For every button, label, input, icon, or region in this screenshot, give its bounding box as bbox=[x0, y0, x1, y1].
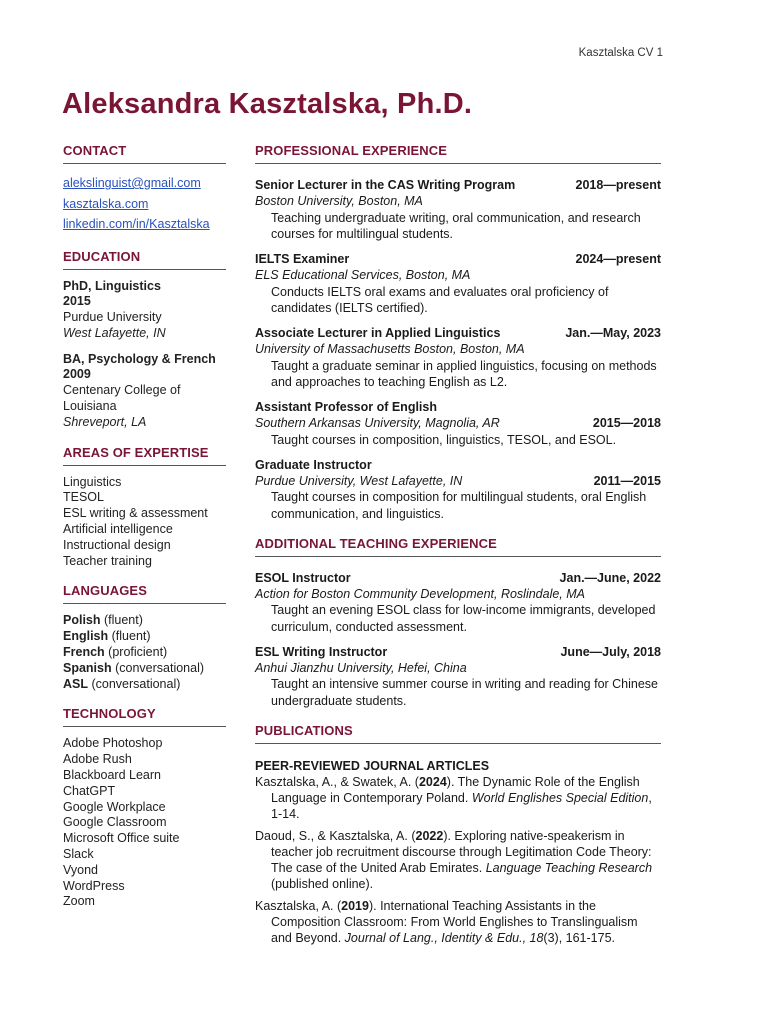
job-desc: Taught courses in composition for multilingual students, oral English communication, and linguistics. bbox=[271, 490, 647, 521]
job-org: Purdue University, West Lafayette, IN bbox=[255, 473, 463, 488]
job-entry bbox=[255, 178, 661, 242]
job-desc: Conducts IELTS oral exams and evaluates oral proficiency of candidates (IELTS certified). bbox=[271, 284, 609, 315]
pub-year: 2019 bbox=[341, 898, 369, 913]
language-item bbox=[63, 661, 226, 677]
job-date: Jan.—May, 2023 bbox=[565, 326, 661, 340]
job-title: Senior Lecturer in the CAS Writing Program bbox=[255, 178, 516, 192]
expertise-item: TESOL bbox=[63, 490, 104, 505]
expertise-heading: AREAS OF EXPERTISE bbox=[63, 445, 226, 466]
website-link[interactable]: kasztalska.com bbox=[63, 196, 149, 211]
publication-item bbox=[255, 774, 661, 822]
degree-year: 2009 bbox=[63, 367, 91, 382]
pub-authors: Kasztalska, A. ( bbox=[255, 898, 342, 913]
language-level: (conversational) bbox=[88, 676, 181, 691]
job-date: 2018—present bbox=[575, 178, 661, 192]
job-org: ELS Educational Services, Boston, MA bbox=[255, 267, 471, 282]
job-desc: Teaching undergraduate writing, oral communication, and research courses for multilingual students. bbox=[271, 210, 641, 241]
job-desc: Taught an evening ESOL class for low-income immigrants, developed curriculum, conducted assessment. bbox=[271, 603, 656, 634]
language-name: ASL bbox=[63, 676, 88, 691]
technology-list bbox=[63, 736, 226, 910]
publications-heading: PUBLICATIONS bbox=[255, 723, 661, 744]
expertise-item: ESL writing & assessment bbox=[63, 506, 208, 521]
linkedin-link[interactable]: linkedin.com/in/Kasztalska bbox=[63, 217, 210, 231]
pub-rest: , 1-14. bbox=[271, 790, 652, 821]
job-desc: Taught an intensive summer course in writing and reading for Chinese undergraduate students. bbox=[271, 677, 659, 708]
language-level: (fluent) bbox=[100, 613, 143, 628]
pub-journal: World Englishes Special Edition bbox=[471, 790, 649, 805]
additional-heading: ADDITIONAL TEACHING EXPERIENCE bbox=[255, 536, 661, 557]
degree: BA, Psychology & French bbox=[63, 351, 216, 366]
job-entry bbox=[255, 645, 661, 709]
technology-item: ChatGPT bbox=[63, 783, 116, 798]
pub-journal: Language Teaching Research bbox=[485, 860, 653, 875]
job-org: University of Massachusetts Boston, Boston, MA bbox=[255, 341, 525, 356]
pub-rest: (3), 161-175. bbox=[543, 930, 615, 945]
expertise-item: Instructional design bbox=[63, 537, 171, 552]
cv-name: Aleksandra Kasztalska, Ph.D. bbox=[62, 88, 473, 120]
technology-heading: TECHNOLOGY bbox=[63, 706, 226, 727]
running-head: Kasztalska CV 1 bbox=[578, 47, 663, 59]
school: Centenary College of Louisiana bbox=[63, 383, 181, 414]
job-title: ESL Writing Instructor bbox=[255, 644, 388, 659]
job-entry bbox=[255, 326, 661, 390]
technology-item: WordPress bbox=[63, 878, 125, 893]
language-level: (proficient) bbox=[104, 645, 168, 660]
language-level: (fluent) bbox=[108, 629, 151, 644]
languages-list bbox=[63, 613, 226, 692]
technology-item: Slack bbox=[63, 847, 94, 862]
pub-title: ). International Teaching Assistants in the Composition Classroom: From World Englishes to Translingualism and Beyond. bbox=[271, 898, 638, 945]
language-item bbox=[63, 629, 226, 645]
pub-title: ). Exploring native-speakerism in teacher job recruitment discourse through Legitimation Code Theory: The case of the United Arab Emirates. bbox=[271, 828, 652, 875]
contact-section bbox=[63, 173, 226, 235]
job-org: Boston University, Boston, MA bbox=[255, 193, 423, 208]
school-place: Shreveport, LA bbox=[63, 414, 147, 429]
pub-authors: Kasztalska, A., & Swatek, A. ( bbox=[255, 774, 419, 789]
job-desc: Taught courses in composition, linguistics, TESOL, and ESOL. bbox=[271, 432, 617, 447]
technology-item: Adobe Rush bbox=[63, 752, 132, 767]
publication-item bbox=[255, 828, 661, 892]
job-date: Jan.—June, 2022 bbox=[559, 570, 661, 585]
pub-year: 2022 bbox=[415, 828, 444, 843]
education-heading: EDUCATION bbox=[63, 249, 226, 270]
education-entry bbox=[63, 352, 226, 431]
language-level: (conversational) bbox=[111, 660, 205, 675]
pub-year: 2024 bbox=[418, 774, 447, 789]
school: Purdue University bbox=[63, 310, 162, 325]
pub-authors: Daoud, S., & Kasztalska, A. ( bbox=[255, 828, 416, 843]
publications-subheading: PEER-REVIEWED JOURNAL ARTICLES bbox=[255, 758, 490, 773]
right-column bbox=[255, 143, 661, 952]
education-entry bbox=[63, 279, 226, 342]
school-place: West Lafayette, IN bbox=[63, 325, 166, 340]
technology-item: Adobe Photoshop bbox=[63, 736, 163, 751]
degree: PhD, Linguistics bbox=[63, 278, 161, 293]
publication-item bbox=[255, 898, 661, 946]
technology-item: Google Classroom bbox=[63, 815, 167, 830]
contact-heading: CONTACT bbox=[63, 143, 226, 164]
job-date: 2024—present bbox=[575, 252, 661, 266]
expertise-list bbox=[63, 475, 226, 570]
job-desc: Taught a graduate seminar in applied linguistics, focusing on methods and approaches to teaching English as L2. bbox=[271, 358, 657, 389]
job-org: Southern Arkansas University, Magnolia, AR bbox=[255, 415, 500, 430]
job-date: 2015—2018 bbox=[592, 415, 661, 430]
job-title: Assistant Professor of English bbox=[255, 400, 437, 414]
languages-heading: LANGUAGES bbox=[63, 583, 226, 604]
education-section bbox=[63, 279, 226, 431]
pub-rest: (published online). bbox=[271, 876, 374, 891]
technology-item: Microsoft Office suite bbox=[63, 831, 180, 846]
job-title: Associate Lecturer in Applied Linguistics bbox=[255, 326, 501, 340]
language-item bbox=[63, 613, 226, 629]
job-org: Anhui Jianzhu University, Hefei, China bbox=[255, 660, 467, 675]
expertise-item: Artificial intelligence bbox=[63, 522, 173, 537]
technology-item: Blackboard Learn bbox=[63, 768, 161, 783]
left-column bbox=[63, 143, 226, 910]
email-link[interactable]: alekslinguist@gmail.com bbox=[63, 176, 201, 190]
expertise-item: Teacher training bbox=[63, 553, 152, 568]
language-name: Polish bbox=[63, 613, 101, 628]
language-name: English bbox=[63, 629, 109, 644]
job-entry bbox=[255, 400, 661, 448]
expertise-item: Linguistics bbox=[63, 474, 122, 489]
job-entry bbox=[255, 252, 661, 316]
job-title: IELTS Examiner bbox=[255, 252, 350, 266]
language-name: French bbox=[63, 645, 105, 660]
language-item bbox=[63, 645, 226, 661]
technology-item: Vyond bbox=[63, 862, 98, 877]
language-item bbox=[63, 677, 226, 693]
job-title: ESOL Instructor bbox=[255, 570, 351, 585]
technology-item: Google Workplace bbox=[63, 799, 166, 814]
job-date: 2011—2015 bbox=[593, 473, 661, 488]
pub-journal: Journal of Lang., Identity & Edu., 18 bbox=[344, 930, 544, 945]
job-date: June—July, 2018 bbox=[560, 644, 661, 659]
job-entry bbox=[255, 458, 661, 522]
job-entry bbox=[255, 571, 661, 635]
professional-heading: PROFESSIONAL EXPERIENCE bbox=[255, 143, 661, 164]
technology-item: Zoom bbox=[63, 894, 95, 909]
language-name: Spanish bbox=[63, 660, 112, 675]
degree-year: 2015 bbox=[63, 294, 91, 309]
job-title: Graduate Instructor bbox=[255, 457, 372, 472]
job-org: Action for Boston Community Development, Roslindale, MA bbox=[255, 586, 586, 601]
pub-title: ). The Dynamic Role of the English Language in Contemporary Poland. bbox=[271, 774, 640, 805]
